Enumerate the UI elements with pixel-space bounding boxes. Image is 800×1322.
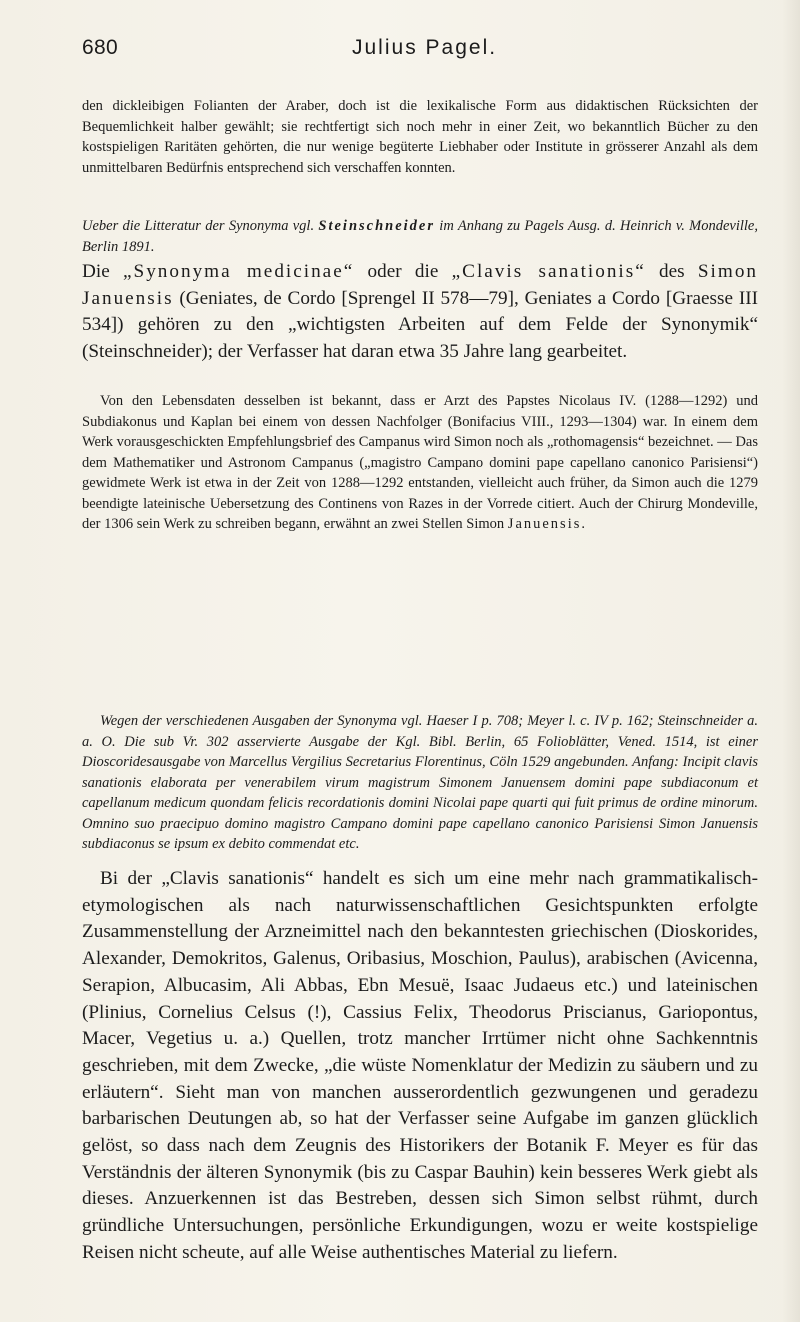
page-edge-shadow	[782, 0, 800, 1322]
literature-note-suffix: im Anhang zu Pagels Ausg. d. Heinrich v. Mondeville, Berlin 1891.	[82, 218, 758, 255]
paragraph-clavis-sanationis: Bi der „Clavis sanationis“ handelt es sich um eine mehr nach grammatikalisch-etymologischen als nach naturwissenschaftlichen Gesichtspunkten erfolgte Zusammenstellung der Arzneimittel nach den bekanntesten griechischen (Dioskorides, Alexander, Demokritos, Galenus, Oribasius, Moschion, Paulus), arabischen (Avicenna, Serapion, Albucasim, Ali Abbas, Ebn Mesuë, Isaac Judaeus etc.) und lateinischen (Plinius, Cornelius Celsus (!), Cassius Felix, Theodorus Priscianus, Gariopontus, Macer, Vegetius u. a.) Quellen, trotz mancher Irrtümer nicht ohne Sachkenntnis geschrieben, mit dem Zwecke, „die wüste Nomenklatur der Medizin zu säubern und zu erläutern“. Sieht man von manchen ausserordentlich gezwungenen und geradezu barbarischen Deutungen ab, so hat der Verfasser seine Aufgabe im ganzen glücklich gelöst, so dass nach dem Zeugnis des Historikers der Botanik F. Meyer es für das Verständnis der älteren Synonymik (bis zu Caspar Bauhin) kein besseres Werk giebt als dieses. Anzuerkennen ist das Bestreben, dessen sich Simon selbst rühmt, durch gründliche Untersuchungen, persönliche Erkundigungen, wozu er weite kostspielige Reisen nicht scheute, auf alle Weise authentisches Material zu liefern.	[82, 868, 758, 1263]
paragraph-lebensdaten	[82, 391, 758, 535]
synonyma-intro: Die	[82, 261, 123, 282]
lebensdaten-main: Von den Lebensdaten desselben ist bekannt, dass er Arzt des Papstes Nicolaus IV. (1288—1292) und Subdiakonus und Kaplan bei einem von dessen Nachfolger (Bonifacius VIII., 1293—1304) war. In einem dem Werk vorausgeschickten Empfehlungsbrief des Campanus wird Simon noch als „rothomagensis“ bezeichnet. — Das dem Mathematiker und Astronom Campanus („magistro Campano domini pape capellano canonico Parisiensi“) gewidmete Werk ist etwa in der Zeit von 1288—1292 entstanden, vielleicht auch früher, da Simon auch die 1279 beendigte lateinische Uebersetzung des Continens von Razes in der Vorrede citiert. Auch der Chirurg Mondeville, der 1306 sein Werk zu schreiben begann, erwähnt an zwei Stellen Simon	[82, 393, 758, 532]
simon-januensis-name: Simon Januensis	[82, 261, 759, 309]
page-number: 680	[82, 36, 118, 59]
paragraph-synonyma-medicinae	[82, 259, 758, 366]
literature-note-prefix: Ueber die Litteratur der Synonyma vgl.	[82, 218, 319, 234]
synonyma-rest: (Geniates, de Cordo [Sprengel II 578—79], Geniates a Cordo [Graesse III 534]) gehören zu den „wichtigsten Arbeiten auf dem Felde der Synonymik“ (Steinschneider); der Verfasser hat daran etwa 35 Jahre lang gearbeitet.	[82, 287, 758, 363]
editions-note: Wegen der verschiedenen Ausgaben der Synonyma vgl. Haeser I p. 708; Meyer l. c. IV p. 162; Steinschneider a. a. O. Die sub Vr. 302 asservierte Ausgabe der Kgl. Bibl. Berlin, 65 Folioblätter, Vened. 1514, ist einer Dioscoridesausgabe von Marcellus Vergilius Secretarius Florentinus, Cöln 1529 angebunden. Anfang: Incipit clavis sanationis elaborata per venerabilem virum magistrum Simonem Januensem domini pape subdiaconum et capellanum medicum quondam felicis recordationis domini Nicolai pape quarti qui fuit primus de ordine minorum. Omnino suo praecipuo domino magistro Campano domini pape capellano canonico Parisiensi Simon Januensis subdiaconus se ipsum ex debito commendat etc.	[82, 713, 758, 852]
clavis-term: „Clavis sanationis“	[451, 261, 646, 282]
literature-note	[82, 216, 758, 257]
steinschneider-reference: Steinschneider	[318, 218, 436, 234]
synonyma-middle-1: oder die	[354, 261, 452, 282]
paragraph-folianten: den dickleibigen Folianten der Araber, doch ist die lexikalische Form aus didaktischen Rücksichten der Bequemlichkeit halber gewählt; sie rechtfertigt sich noch mehr in einer Zeit, wo bekanntlich Bücher zu den kostspieligen Raritäten gehörten, die nur wenige begüterte Liebhaber oder Institute in grösserer Anzahl als dem unmittelbaren Bedürfnis entsprechend sich verschaffen konnten.	[82, 98, 758, 176]
lebensdaten-name-end: Januensis.	[507, 516, 588, 532]
page-header	[82, 36, 752, 66]
synonyma-middle-2: des	[645, 261, 698, 282]
synonyma-term: „Synonyma medicinae“	[123, 261, 355, 282]
running-head: Julius Pagel.	[352, 36, 498, 59]
